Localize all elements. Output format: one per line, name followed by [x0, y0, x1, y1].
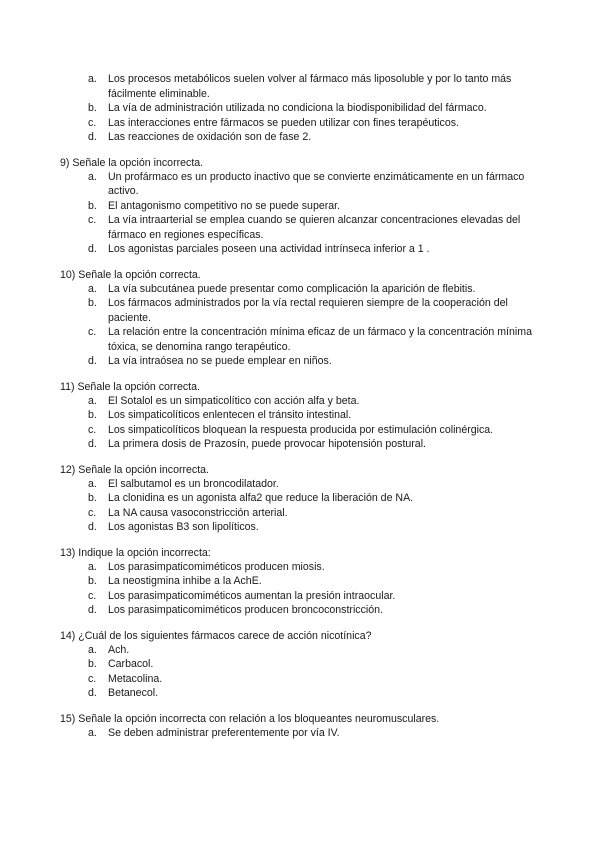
answer-option — [84, 574, 540, 589]
answer-option — [84, 170, 540, 199]
option-text: La clonidina es un agonista alfa2 que reduce la liberación de NA. — [108, 492, 414, 504]
question-block — [84, 72, 540, 145]
question-block — [60, 629, 540, 701]
answer-option — [84, 394, 540, 409]
option-text: Se deben administrar preferentemente por vía IV. — [108, 726, 340, 739]
question-title: 14) ¿Cuál de los siguientes fármacos carece de acción nicotínica? — [60, 629, 372, 642]
option-text: La vía subcutánea puede presentar como complicación la aparición de flebitis. — [108, 282, 476, 295]
option-letter: c. — [88, 214, 97, 226]
answer-option — [84, 325, 540, 354]
answer-option — [84, 408, 540, 423]
option-list — [84, 560, 540, 618]
option-text: Un profármaco es un producto inactivo que se convierte enzimáticamente en un fármaco activo. — [108, 170, 525, 197]
option-letter: a. — [88, 643, 97, 656]
option-list — [84, 170, 540, 257]
option-text: Las reacciones de oxidación son de fase 2. — [108, 131, 312, 143]
option-letter: d. — [88, 131, 97, 143]
option-text: Los parasimpaticomiméticos producen broncoconstricción. — [108, 604, 383, 616]
answer-option — [84, 282, 540, 297]
option-text: El antagonismo competitivo no se puede superar. — [108, 199, 341, 212]
option-text: La relación entre la concentración mínima eficaz de un fármaco y la concentración mínima tóxica, se denomina rango terapéutico. — [108, 326, 532, 353]
option-letter: c. — [88, 423, 97, 436]
answer-option — [84, 437, 540, 452]
option-list — [84, 477, 540, 535]
option-letter: a. — [88, 394, 97, 407]
option-text: Betanecol. — [108, 687, 159, 699]
option-text: La NA causa vasoconstricción arterial. — [108, 506, 288, 519]
answer-option — [84, 672, 540, 687]
answer-option — [84, 296, 540, 325]
option-text: Las interacciones entre fármacos se pueden utilizar con fines terapéuticos. — [108, 116, 459, 129]
answer-option — [84, 686, 540, 701]
answer-option — [84, 726, 540, 741]
answer-option — [84, 520, 540, 535]
option-letter: c. — [88, 506, 97, 519]
answer-option — [84, 491, 540, 506]
option-letter: a. — [88, 73, 97, 85]
option-list — [84, 282, 540, 369]
option-text: La vía de administración utilizada no condiciona la biodisponibilidad del fármaco. — [108, 102, 487, 114]
answer-option — [84, 589, 540, 604]
answer-option — [84, 130, 540, 145]
answer-option — [84, 213, 540, 242]
question-title: 11) Señale la opción correcta. — [60, 380, 200, 393]
option-letter: c. — [88, 589, 97, 602]
question-block — [60, 156, 540, 257]
option-text: Los parasimpaticomiméticos producen miosis. — [108, 560, 325, 573]
option-list — [84, 394, 540, 452]
question-title: 12) Señale la opción incorrecta. — [60, 463, 209, 476]
option-text: El Sotalol es un simpaticolítico con acción alfa y beta. — [108, 394, 360, 407]
option-letter: d. — [88, 521, 97, 533]
answer-option — [84, 560, 540, 575]
option-text: La neostigmina inhibe a la AchE. — [108, 575, 262, 587]
option-letter: a. — [88, 560, 97, 573]
question-block — [60, 546, 540, 618]
option-text: Los simpaticolíticos bloquean la respuesta producida por estimulación colinérgica. — [108, 423, 494, 436]
option-letter: b. — [88, 575, 97, 587]
option-letter: b. — [88, 297, 97, 309]
question-title: 10) Señale la opción correcta. — [60, 268, 201, 281]
question-title: 13) Indique la opción incorrecta: — [60, 546, 211, 559]
option-letter: b. — [88, 409, 97, 421]
option-text: El salbutamol es un broncodilatador. — [108, 477, 279, 490]
option-letter: a. — [88, 170, 97, 183]
option-list — [84, 72, 540, 145]
option-letter: d. — [88, 687, 97, 699]
option-text: La vía intraarterial se emplea cuando se quieren alcanzar concentraciones elevadas del fármaco en regiones específicas. — [108, 214, 521, 241]
option-letter: a. — [88, 477, 97, 490]
option-text: Los procesos metabólicos suelen volver al fármaco más liposoluble y por lo tanto más fácilmente eliminable. — [108, 73, 512, 100]
answer-option — [84, 354, 540, 369]
option-letter: a. — [88, 726, 97, 739]
option-letter: d. — [88, 355, 97, 367]
option-text: La vía intraósea no se puede emplear en niños. — [108, 355, 332, 367]
answer-option — [84, 116, 540, 131]
option-letter: c. — [88, 116, 97, 129]
answer-option — [84, 199, 540, 214]
option-letter: d. — [88, 438, 97, 450]
answer-option — [84, 603, 540, 618]
option-text: Los simpaticolíticos enlentecen el tránsito intestinal. — [108, 409, 352, 421]
option-letter: c. — [88, 326, 97, 338]
option-letter: b. — [88, 199, 97, 212]
option-text: Metacolina. — [108, 672, 163, 685]
answer-option — [84, 643, 540, 658]
option-letter: b. — [88, 492, 97, 504]
option-list — [84, 726, 540, 741]
question-block — [60, 268, 540, 369]
answer-option — [84, 657, 540, 672]
answer-option — [84, 477, 540, 492]
option-list — [84, 643, 540, 701]
option-letter: d. — [88, 604, 97, 616]
question-title: 15) Señale la opción incorrecta con relación a los bloqueantes neuromusculares. — [60, 712, 440, 725]
option-text: Los agonistas parciales poseen una actividad intrínseca inferior a 1 . — [108, 243, 430, 255]
answer-option — [84, 242, 540, 257]
option-text: La primera dosis de Prazosín, puede provocar hipotensión postural. — [108, 438, 426, 450]
option-text: Carbacol. — [108, 658, 154, 670]
answer-option — [84, 72, 540, 101]
answer-option — [84, 506, 540, 521]
option-letter: b. — [88, 102, 97, 114]
question-block — [60, 463, 540, 535]
option-letter: b. — [88, 658, 97, 670]
option-text: Los agonistas B3 son lipolíticos. — [108, 521, 259, 533]
option-text: Los fármacos administrados por la vía rectal requieren siempre de la cooperación del paciente. — [108, 297, 508, 324]
question-title: 9) Señale la opción incorrecta. — [60, 156, 204, 169]
option-letter: d. — [88, 243, 97, 255]
option-letter: a. — [88, 282, 97, 295]
question-block — [60, 712, 540, 741]
option-letter: c. — [88, 672, 97, 685]
answer-option — [84, 423, 540, 438]
question-block — [60, 380, 540, 452]
answer-option — [84, 101, 540, 116]
option-text: Ach. — [108, 643, 130, 656]
option-text: Los parasimpaticomiméticos aumentan la presión intraocular. — [108, 589, 396, 602]
